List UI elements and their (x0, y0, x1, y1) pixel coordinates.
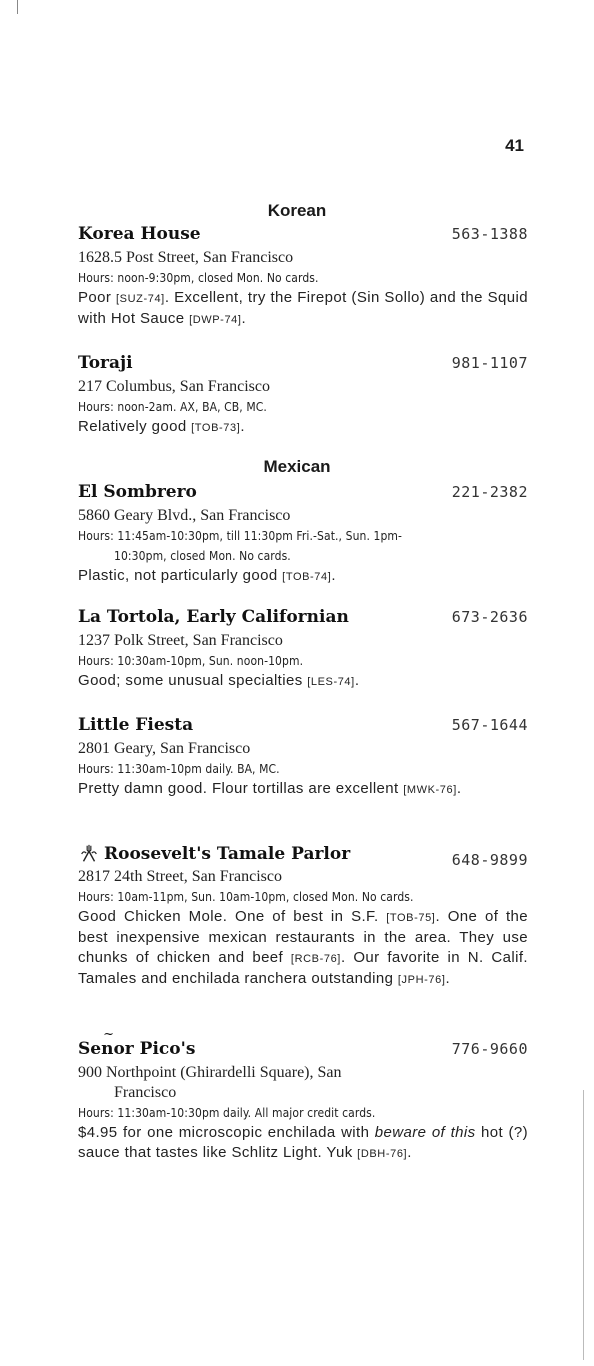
restaurant-name (78, 1039, 195, 1059)
review (78, 907, 528, 990)
hours (78, 526, 528, 566)
review-text: . (331, 567, 336, 584)
restaurant-entry-la-tortola (78, 607, 528, 692)
review (78, 671, 528, 692)
review (78, 288, 528, 330)
review-text: . Our favorite in N. Calif. Tamales and enchilada ranchera outstanding (78, 949, 528, 987)
review-text: Plastic, not particularly good (78, 567, 283, 584)
reviewer-tag: [TOB-74] (282, 571, 332, 583)
review-text: Good Chicken Mole. One of best in S.F. (78, 908, 387, 925)
review-text: . (456, 780, 462, 797)
name-part: Se (78, 1039, 102, 1059)
review-italic: beware of this (374, 1124, 476, 1141)
review-text: Relatively good (78, 418, 192, 435)
address-line: 900 Northpoint (Ghirardelli Square), San (78, 1064, 342, 1081)
reviewer-tag: [DBH-76] (357, 1148, 408, 1160)
hours-line: 10:30pm, closed Mon. No cards. (114, 549, 291, 563)
review-text: . (407, 1144, 412, 1161)
entry-header (78, 607, 528, 631)
restaurant-name (78, 843, 350, 865)
review-text: Pretty damn good. Flour tortillas are excellent (78, 780, 404, 797)
restaurant-entry-korea-house (78, 224, 528, 330)
review-text: . Excellent, try the Firepot (Sin Sollo) and the Squid with Hot Sauce (78, 289, 528, 327)
review-text: . One of the best inexpensive mexican restaurants in the area. They use chunks of chicken and beef (78, 908, 529, 966)
entry-header (78, 1039, 528, 1063)
review (78, 1123, 528, 1164)
review (78, 417, 528, 438)
phone-number: 221-2382 (451, 483, 528, 501)
restaurant-entry-el-sombrero (78, 482, 528, 587)
hours: Hours: 11:30am-10pm daily. BA, MC. (78, 762, 280, 776)
reviewer-tag: [SUZ-74] (116, 293, 165, 305)
hours: Hours: noon-2am. AX, BA, CB, MC. (78, 400, 267, 414)
restaurant-entry-little-fiesta (78, 715, 528, 800)
address: 217 Columbus, San Francisco (78, 378, 270, 395)
fork-knife-icon (78, 843, 100, 865)
review-text: . (241, 310, 247, 327)
reviewer-tag: [TOB-75] (386, 912, 436, 924)
entry-header (78, 482, 528, 506)
reviewer-tag: [RCB-76] (290, 953, 341, 965)
scan-edge-mark (17, 0, 18, 14)
address: 1237 Polk Street, San Francisco (78, 632, 283, 649)
phone-number: 981-1107 (451, 354, 528, 372)
restaurant-name-text: Roosevelt's Tamale Parlor (104, 844, 351, 864)
page-number: 41 (505, 136, 524, 155)
hours: Hours: 11:30am-10:30pm daily. All major credit cards. (78, 1106, 376, 1120)
entry-header (78, 353, 528, 377)
restaurant-name: La Tortola, Early Californian (78, 607, 349, 627)
reviewer-tag: [TOB-73] (191, 422, 241, 434)
name-part: or Pico's (113, 1039, 196, 1059)
review-text: . (445, 970, 451, 987)
hours-line: Hours: 11:45am-10:30pm, till 11:30pm Fri.-Sat., Sun. 1pm- (78, 529, 403, 543)
phone-number: 776-9660 (451, 1040, 528, 1058)
entry-header (78, 224, 528, 248)
section-heading-korean: Korean (267, 201, 327, 220)
entry-header (78, 843, 528, 867)
address: 5860 Geary Blvd., San Francisco (78, 507, 291, 524)
address (78, 1063, 528, 1103)
entry-header (78, 715, 528, 739)
review (78, 566, 528, 587)
review-text: hot (?) sauce that tastes like Schlitz Light. Yuk (78, 1124, 528, 1161)
reviewer-tag: [MWK-76] (403, 784, 457, 796)
review-text: $4.95 for one microscopic enchilada with (78, 1124, 375, 1141)
restaurant-name: Korea House (78, 224, 201, 244)
hours: Hours: noon-9:30pm, closed Mon. No cards. (78, 271, 319, 285)
review-text: Good; some unusual specialties (78, 672, 308, 689)
restaurant-name: Little Fiesta (78, 715, 194, 735)
review-text: . (354, 672, 360, 689)
restaurant-name: Toraji (78, 353, 133, 373)
address: 2817 24th Street, San Francisco (78, 868, 282, 885)
address: 1628.5 Post Street, San Francisco (78, 249, 294, 266)
address: 2801 Geary, San Francisco (78, 740, 251, 757)
hours: Hours: 10am-11pm, Sun. 10am-10pm, closed Mon. No cards. (78, 890, 414, 904)
hours: Hours: 10:30am-10pm, Sun. noon-10pm. (78, 654, 304, 668)
restaurant-entry-senor-picos (78, 1039, 528, 1164)
address-line: Francisco (114, 1084, 177, 1101)
restaurant-name: El Sombrero (78, 482, 197, 502)
phone-number: 673-2636 (451, 608, 528, 626)
phone-number: 563-1388 (451, 225, 528, 243)
reviewer-tag: [DWP-74] (189, 314, 242, 326)
review-text: . (240, 418, 245, 435)
section-heading-mexican: Mexican (263, 457, 331, 476)
restaurant-entry-roosevelts (78, 843, 528, 990)
review (78, 779, 528, 800)
name-part-tilde: ~ n (101, 1039, 113, 1059)
reviewer-tag: [LES-74] (307, 676, 355, 688)
phone-number: 648-9899 (451, 851, 528, 869)
review-text: Poor (78, 289, 117, 306)
reviewer-tag: [JPH-76] (397, 974, 446, 986)
restaurant-entry-toraji (78, 353, 528, 438)
phone-number: 567-1644 (451, 716, 528, 734)
scan-edge-mark (583, 1090, 584, 1360)
